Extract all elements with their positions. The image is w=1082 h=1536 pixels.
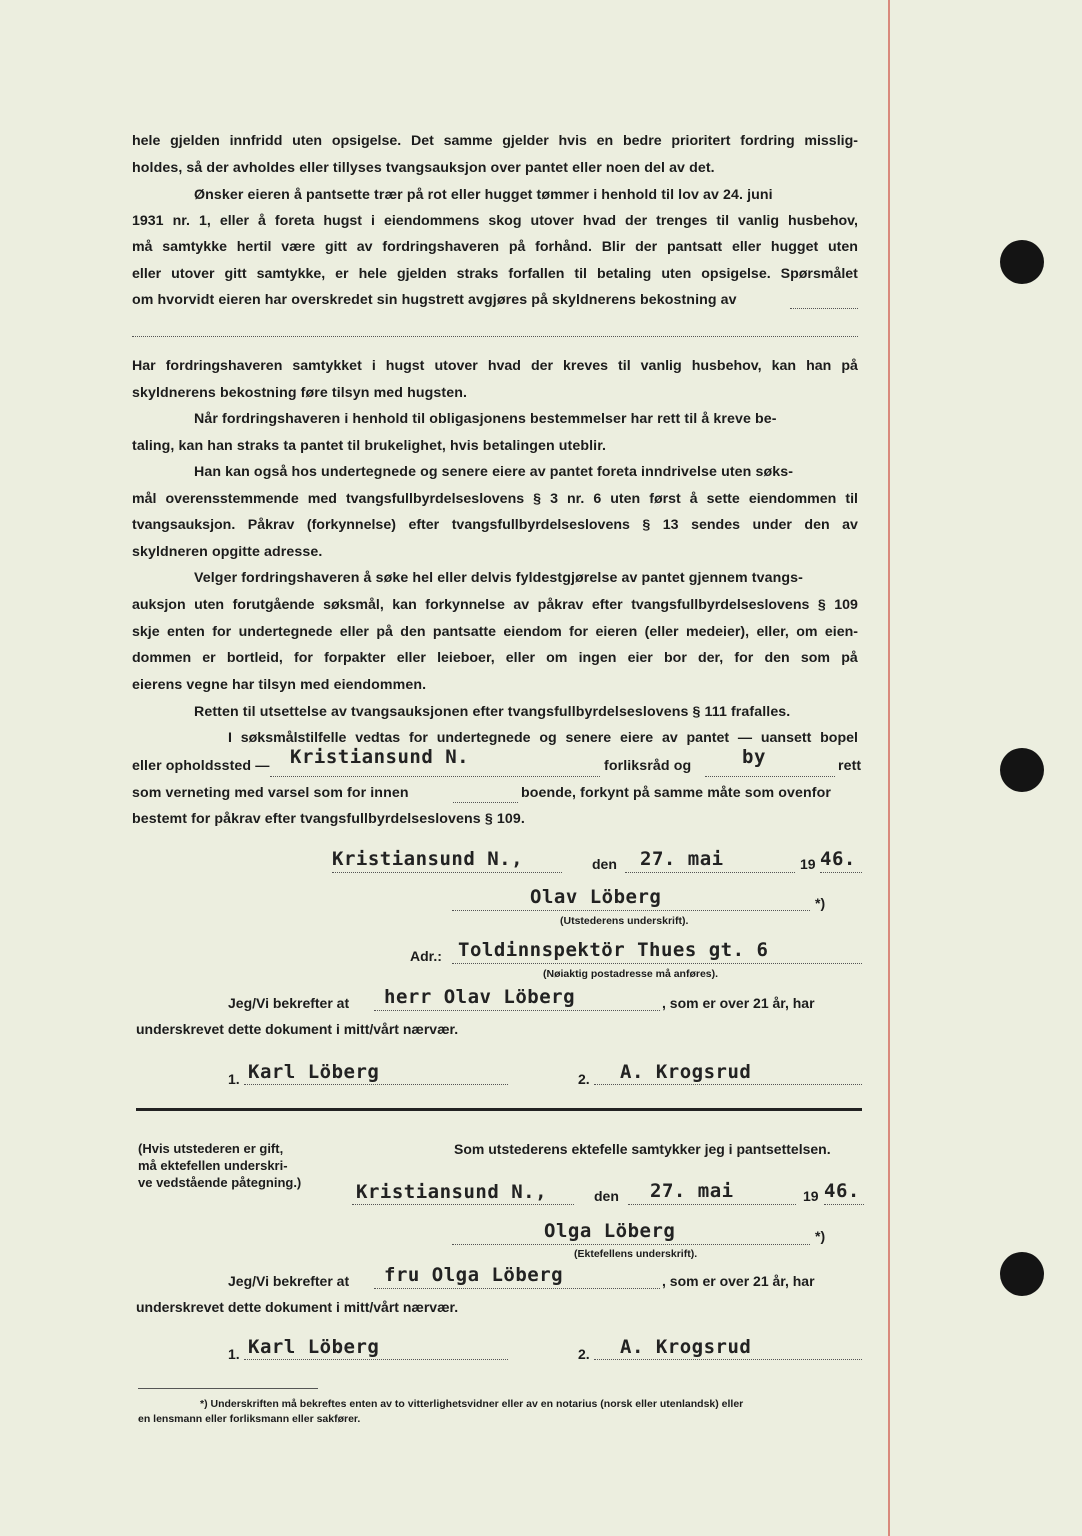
spouse-note: ve vedstående påtegning.) [138, 1175, 302, 1190]
word: pantsatt [666, 239, 723, 255]
word: trenges [656, 213, 708, 229]
text-line [132, 491, 858, 507]
word: samtykke, [256, 266, 326, 282]
text-line [132, 266, 858, 282]
word: overensstemmende [165, 491, 299, 507]
word: først [649, 491, 681, 507]
text-line: Ønsker eieren å pantsette trær på rot eller hugget tømmer i henhold til lov av 24. juni [194, 187, 773, 203]
signature-line [452, 1244, 810, 1245]
word: hvad [582, 213, 617, 229]
word: (eller [644, 624, 679, 640]
word: til [618, 358, 631, 374]
word: av [513, 597, 530, 613]
word: uansett [760, 730, 812, 746]
margin-rule [888, 0, 890, 1536]
word: forhånd. [535, 239, 592, 255]
witness-line [244, 1084, 508, 1085]
typed-signature: Olga Löberg [544, 1220, 676, 1242]
word: hvis [558, 133, 587, 149]
word: kan [392, 597, 417, 613]
word: kan [771, 358, 797, 374]
dotted-line [625, 872, 795, 873]
word: gjelden [170, 133, 220, 149]
text-line [132, 517, 858, 533]
word: på [508, 239, 526, 255]
word: pantet [686, 730, 730, 746]
text-line [132, 133, 858, 149]
word: eieren [595, 624, 638, 640]
witness-line [244, 1359, 508, 1360]
signed-statement: underskrevet dette dokument i mitt/vårt nærvær. [136, 1021, 459, 1037]
word: nr. [566, 491, 585, 507]
word: og [539, 730, 557, 746]
witness-number: 2. [578, 1071, 590, 1087]
word: uten [661, 266, 692, 282]
word: tvangsauksjon. [132, 517, 236, 533]
word: hele [358, 266, 387, 282]
word: enten [167, 624, 205, 640]
word: I [228, 730, 232, 746]
word: Spørsmålet [780, 266, 858, 282]
address-label: Adr.: [410, 948, 442, 964]
word: opsigelse. [331, 133, 402, 149]
dotted-line [132, 336, 858, 337]
word: uten [610, 491, 641, 507]
word: uten [194, 597, 225, 613]
word: eiendommen [748, 491, 837, 507]
dotted-line [790, 308, 858, 309]
signature-line [452, 910, 810, 911]
word: skje [132, 624, 160, 640]
signature-caption: (Ektefellens underskrift). [574, 1248, 698, 1260]
word: av [661, 730, 678, 746]
den-label: den [594, 1188, 619, 1204]
dotted-line [824, 1204, 864, 1205]
word: hvad [487, 358, 521, 374]
text-line: Retten til utsettelse av tvangsauksjonen efter tvangsfullbyrdelseslovens § 111 frafalles. [194, 704, 791, 720]
text-line: Han kan også hos undertegnede og senere eiere av pantet foreta inndrivelse uten søks- [194, 464, 794, 480]
word: samme [443, 133, 493, 149]
word: bor [663, 650, 687, 666]
spouse-note: må ektefellen underskri- [138, 1158, 288, 1173]
word: § [533, 491, 542, 507]
text-line [132, 597, 858, 613]
word: § [642, 517, 651, 533]
word: 6 [593, 491, 602, 507]
text-line: skyldneren opgitte adresse. [132, 544, 323, 560]
word: er [202, 650, 216, 666]
word: § [817, 597, 826, 613]
word: eller, [756, 624, 789, 640]
word: av [356, 239, 373, 255]
word: søksmål, [323, 597, 384, 613]
text-line: skyldnerens bekostning føre tilsyn med hugsten. [132, 385, 468, 401]
text-line [228, 730, 858, 746]
word: 109 [834, 597, 858, 613]
text-line: eller opholdssted — [132, 758, 270, 774]
word: der, [698, 650, 724, 666]
word: vedtas [355, 730, 401, 746]
punch-hole [1000, 240, 1044, 284]
year-prefix: 19 [800, 856, 816, 872]
word: eller [505, 650, 535, 666]
word: hugst [385, 358, 425, 374]
word: på [376, 624, 393, 640]
word: bopel [820, 730, 858, 746]
typed-forum-place: Kristiansund N. [290, 746, 470, 768]
word: hele [132, 133, 161, 149]
word: ingen [578, 650, 617, 666]
text-line: Når fordringshaveren i henhold til obligasjonens bestemmelser har rett til å kreve be- [194, 411, 777, 427]
word: om [796, 624, 818, 640]
word: til [845, 491, 858, 507]
word: for [293, 650, 313, 666]
word: tvangsfullbyrdelseslovens [345, 491, 525, 507]
punch-hole [1000, 1252, 1044, 1296]
word: Blir [601, 239, 626, 255]
word: 1931 [132, 213, 164, 229]
word: prioritert [671, 133, 731, 149]
text-line: om hvorvidt eieren har overskredet sin hugstrett avgjøres på skyldnerens bekostning av [132, 292, 737, 308]
dotted-line [453, 802, 518, 803]
address-line [452, 963, 862, 964]
word: uten [292, 133, 323, 149]
word: i [371, 213, 375, 229]
word: eier [627, 650, 653, 666]
witness-line [594, 1359, 862, 1360]
word: fordring [740, 133, 795, 149]
year-prefix: 19 [803, 1188, 819, 1204]
word: må [132, 239, 153, 255]
word: mål [132, 491, 157, 507]
word: skog [488, 213, 522, 229]
text-line: taling, kan han straks ta pantet til brukelighet, hvis betalingen uteblir. [132, 438, 607, 454]
dotted-line [374, 1288, 660, 1289]
word: misslig- [804, 133, 858, 149]
word: utover [171, 266, 215, 282]
word: eller [339, 624, 369, 640]
word: utover [530, 213, 574, 229]
word: vanlig [738, 213, 780, 229]
word: eller [396, 650, 426, 666]
word: eien- [824, 624, 858, 640]
word: sette [706, 491, 740, 507]
word: 1, [198, 213, 211, 229]
word: forutgående [232, 597, 315, 613]
word: den [804, 517, 830, 533]
word: forkynnelse [425, 597, 505, 613]
dotted-line [705, 776, 835, 777]
word: vanlig [640, 358, 682, 374]
witness-number: 1. [228, 1346, 240, 1362]
text-line: forliksråd og [604, 758, 692, 774]
word: på [841, 650, 858, 666]
word: eller [731, 239, 762, 255]
signature-caption: (Utstederens underskrift). [560, 915, 689, 927]
typed-year: 46. [820, 848, 856, 870]
word: 13 [662, 517, 679, 533]
word: utover [434, 358, 478, 374]
dotted-line [820, 872, 862, 873]
text-line: boende, forkynt på samme måte som ovenfor [521, 785, 831, 801]
typed-place: Kristiansund N., [356, 1181, 548, 1203]
word: kreves [563, 358, 609, 374]
word: undertegnede [436, 730, 531, 746]
text-line [132, 650, 858, 666]
witness-number: 1. [228, 1071, 240, 1087]
word: uten [827, 239, 858, 255]
word: hugget [770, 239, 819, 255]
word: fordringshaveren [382, 239, 500, 255]
word: en [596, 133, 614, 149]
word: efter [408, 517, 440, 533]
punch-hole [1000, 748, 1044, 792]
typed-date: 27. mai [640, 848, 724, 870]
word: gitt [324, 239, 347, 255]
word: innfridd [229, 133, 283, 149]
text-line [132, 213, 858, 229]
typed-witness: A. Krogsrud [620, 1061, 752, 1083]
witness-line [594, 1084, 862, 1085]
word: eiendommens [383, 213, 480, 229]
text-line: bestemt for påkrav efter tvangsfullbyrdelseslovens § 109. [132, 811, 525, 827]
word: sendes [691, 517, 740, 533]
word: tvangsfullbyrdelseslovens [631, 597, 810, 613]
text-line: eierens vegne har tilsyn med eiendommen. [132, 677, 427, 693]
spouse-consent: Som utstederens ektefelle samtykker jeg i pantsettelsen. [454, 1141, 831, 1157]
word: samtykke [162, 239, 227, 255]
word: bedre [622, 133, 662, 149]
word: eller [219, 213, 249, 229]
word: fordringshaveren [165, 358, 283, 374]
word: bortleid, [226, 650, 283, 666]
word: hertil [236, 239, 272, 255]
word: på [841, 358, 858, 374]
word: i [371, 358, 376, 374]
word: å [689, 491, 698, 507]
word: der [625, 213, 648, 229]
typed-witness: Karl Löberg [248, 1061, 380, 1083]
typed-declarant: herr Olav Löberg [384, 986, 576, 1008]
word: dommen [132, 650, 192, 666]
typed-forum-type: by [742, 746, 766, 768]
confirm-label: Jeg/Vi bekrefter at [228, 1273, 350, 1289]
word: forfallen [508, 266, 565, 282]
word: hugst [323, 213, 362, 229]
word: gjelden [396, 266, 447, 282]
confirm-label: Jeg/Vi bekrefter at [228, 995, 350, 1011]
dotted-line [332, 872, 562, 873]
text-line [132, 239, 858, 255]
word: til [716, 213, 730, 229]
word: med [307, 491, 337, 507]
dotted-line [374, 1010, 660, 1011]
text-line: Velger fordringshaveren å søke hel eller delvis fyldestgjørelse av pantet gjennem tvangs- [194, 570, 803, 586]
word: pantsatte [432, 624, 496, 640]
word: eller [132, 266, 162, 282]
typed-place: Kristiansund N., [332, 848, 524, 870]
word: nr. [172, 213, 190, 229]
typed-declarant: fru Olga Löberg [384, 1264, 564, 1286]
word: husbehov, [788, 213, 858, 229]
word: eiendom [503, 624, 562, 640]
word: efter [591, 597, 623, 613]
dotted-line [270, 776, 600, 777]
word: Har [132, 358, 156, 374]
word: der [530, 358, 554, 374]
word: den [400, 624, 426, 640]
typed-witness: Karl Löberg [248, 1336, 380, 1358]
text-line: rett [838, 758, 862, 774]
text-line [132, 624, 858, 640]
word: 3 [550, 491, 558, 507]
confirm-suffix: , som er over 21 år, har [662, 1273, 815, 1289]
word: den [764, 650, 790, 666]
confirm-suffix: , som er over 21 år, har [662, 995, 815, 1011]
word: til [574, 266, 587, 282]
footnote-rule [138, 1388, 318, 1389]
word: gitt [224, 266, 247, 282]
word: senere [565, 730, 612, 746]
word: undertegnede [238, 624, 333, 640]
word: forpakter [324, 650, 386, 666]
word: for [408, 730, 428, 746]
word: betaling [596, 266, 652, 282]
section-divider [136, 1108, 862, 1111]
word: for [569, 624, 589, 640]
word: å [258, 213, 266, 229]
text-line: som verneting med varsel som for innen [132, 785, 409, 801]
footnote-text: *) Underskriften må bekreftes enten av to vitterlighetsvidner eller av en notarius (norsk eller utenlandsk) eller [200, 1398, 744, 1410]
word: under [752, 517, 792, 533]
word: søksmålstilfelle [240, 730, 347, 746]
word: om [546, 650, 568, 666]
dotted-line [628, 1204, 796, 1205]
typed-year: 46. [824, 1180, 860, 1202]
text-line: holdes, så der avholdes eller tillyses tvangsauksjon over pantet eller noen del av det. [132, 160, 715, 176]
word: Påkrav [247, 517, 295, 533]
footnote-text: en lensmann eller forliksmann eller sakfører. [138, 1413, 361, 1425]
dotted-line [352, 1204, 574, 1205]
den-label: den [592, 856, 617, 872]
witness-number: 2. [578, 1346, 590, 1362]
typed-date: 27. mai [650, 1180, 734, 1202]
word: som [800, 650, 831, 666]
word: foreta [274, 213, 315, 229]
word: der [635, 239, 658, 255]
word: av [842, 517, 858, 533]
word: opsigelse. [701, 266, 771, 282]
address-caption: (Nøiaktig postadresse må anføres). [543, 968, 719, 980]
word: husbehov, [691, 358, 762, 374]
word: for [212, 624, 232, 640]
word: leieboer, [437, 650, 495, 666]
word: auksjon [132, 597, 186, 613]
typed-witness: A. Krogsrud [620, 1336, 752, 1358]
word: — [737, 730, 753, 746]
word: (forkynnelse) [306, 517, 396, 533]
word: han [806, 358, 832, 374]
word: tvangsfullbyrdelseslovens [451, 517, 630, 533]
word: Det [410, 133, 434, 149]
footnote-marker: *) [815, 1228, 826, 1244]
word: gjelder [502, 133, 549, 149]
word: være [281, 239, 316, 255]
word: straks [456, 266, 499, 282]
word: er [335, 266, 349, 282]
word: påkrav [537, 597, 584, 613]
word: for [734, 650, 754, 666]
word: eiere [620, 730, 654, 746]
typed-signature: Olav Löberg [530, 886, 662, 908]
footnote-marker: *) [815, 895, 826, 911]
signed-statement: underskrevet dette dokument i mitt/vårt nærvær. [136, 1299, 459, 1315]
text-line [132, 358, 858, 374]
spouse-note: (Hvis utstederen er gift, [138, 1141, 284, 1156]
typed-address: Toldinnspektör Thues gt. 6 [458, 939, 769, 961]
word: samtykket [292, 358, 362, 374]
word: medeier), [685, 624, 750, 640]
